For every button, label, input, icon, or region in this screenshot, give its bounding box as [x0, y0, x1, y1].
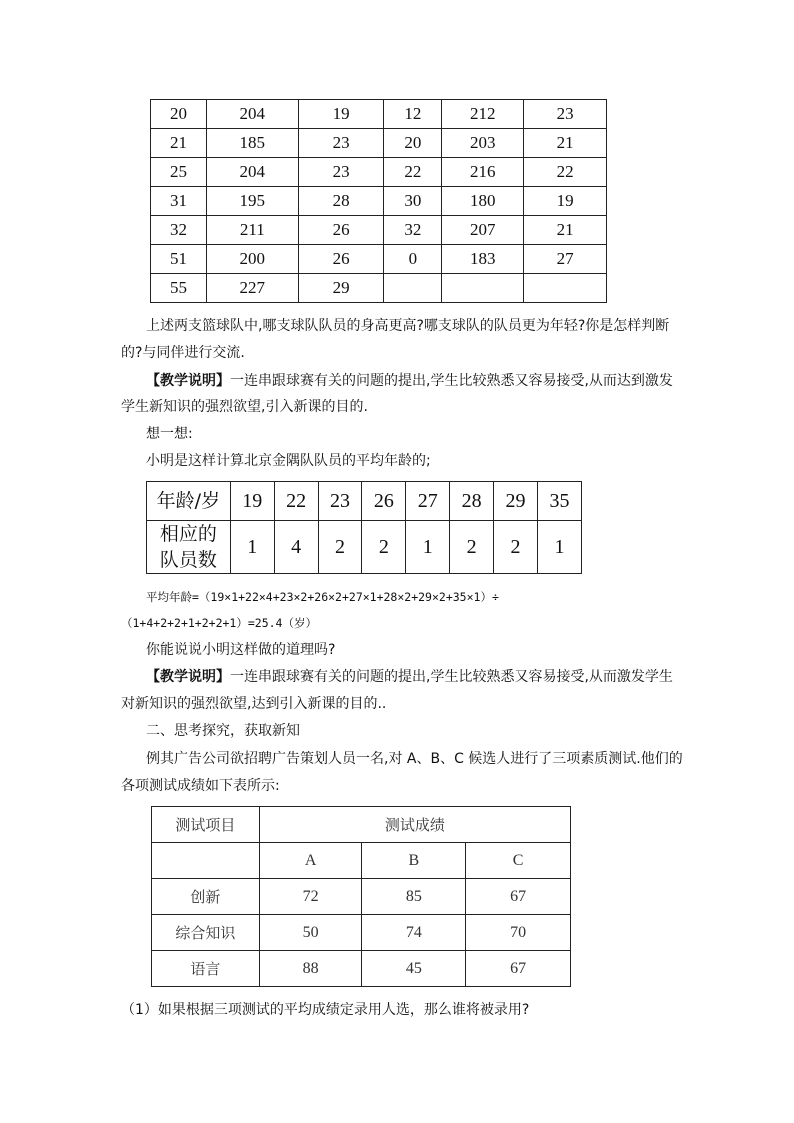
question-sentence: 你能说说小明这样做的道理吗? [146, 642, 336, 658]
table-cell: 203 [442, 129, 524, 158]
table-cell: 28 [298, 187, 384, 216]
age-cell: 19 [230, 482, 274, 521]
table-cell: 32 [384, 216, 442, 245]
table-cell: 207 [442, 216, 524, 245]
table-cell: 22 [524, 158, 607, 187]
question-1: （1）如果根据三项测试的平均成绩定录用人选，那么谁将被录用? [121, 1002, 530, 1018]
table-cell: 200 [206, 245, 298, 274]
test-item-name: 综合知识 [152, 915, 260, 951]
table-cell: 185 [206, 129, 298, 158]
table-cell: 20 [384, 129, 442, 158]
table-cell: 32 [151, 216, 207, 245]
table-row [151, 129, 607, 158]
question-paragraph-line1: 上述两支篮球队中,哪支球队队员的身高更高?哪支球队的队员更为年轻?你是怎样判断 [146, 318, 670, 334]
formula-line2: （1+4+2+2+1+2+2+1）=25.4（岁） [121, 616, 317, 630]
teaching-note-2 [146, 668, 673, 686]
age-count-table [146, 481, 582, 574]
table-cell [442, 274, 524, 303]
age-cell: 35 [537, 482, 581, 521]
table-cell: 19 [524, 187, 607, 216]
table-cell: 21 [151, 129, 207, 158]
example-line1: 例其广告公司欲招聘广告策划人员一名,对 A、B、C 候选人进行了三项素质测试.他们的 [146, 751, 683, 767]
age-header: 年龄/岁 [147, 482, 231, 521]
score-cell: 72 [259, 879, 362, 915]
xiaoming-sentence: 小明是这样计算北京金隅队队员的平均年龄的; [146, 453, 431, 469]
table-cell: 27 [524, 245, 607, 274]
teaching-note-text: 一连串跟球赛有关的问题的提出,学生比较熟悉又容易接受,从而激发学生 [230, 669, 673, 685]
table-cell: 12 [384, 100, 442, 129]
score-cell: 50 [259, 915, 362, 951]
score-cell: 85 [362, 879, 466, 915]
table-row [151, 158, 607, 187]
table-cell: 31 [151, 187, 207, 216]
table-cell: 23 [298, 158, 384, 187]
count-header [147, 521, 231, 574]
table-cell: 227 [206, 274, 298, 303]
table-row [152, 951, 571, 987]
candidate-header: B [362, 843, 466, 879]
score-cell: 74 [362, 915, 466, 951]
table-row [151, 216, 607, 245]
age-cell: 28 [450, 482, 494, 521]
test-item-name: 语言 [152, 951, 260, 987]
table-row [151, 100, 607, 129]
teaching-note-2-line2: 对新知识的强烈欲望,达到引入新课的目的.. [121, 696, 387, 712]
table-cell: 204 [206, 158, 298, 187]
count-cell: 2 [362, 521, 406, 574]
count-header-line2: 队员数 [159, 549, 217, 571]
think-heading: 想一想: [146, 426, 193, 442]
score-cell: 45 [362, 951, 466, 987]
table-row [152, 915, 571, 951]
candidate-header: C [466, 843, 571, 879]
table-cell [524, 274, 607, 303]
count-cell: 1 [406, 521, 450, 574]
team-data-table [150, 99, 607, 303]
test-item-name: 创新 [152, 879, 260, 915]
count-cell: 2 [450, 521, 494, 574]
test-score-header: 测试成绩 [259, 807, 570, 843]
table-row [152, 879, 571, 915]
table-cell: 19 [298, 100, 384, 129]
count-cell: 1 [537, 521, 581, 574]
table-cell: 195 [206, 187, 298, 216]
table-cell: 23 [524, 100, 607, 129]
table-cell: 204 [206, 100, 298, 129]
candidate-header: A [259, 843, 362, 879]
table-cell: 25 [151, 158, 207, 187]
test-item-header: 测试项目 [152, 807, 260, 843]
teaching-note-1 [146, 372, 673, 390]
teaching-note-tag: 【教学说明】 [146, 373, 230, 389]
age-cell: 26 [362, 482, 406, 521]
table-cell: 26 [298, 245, 384, 274]
count-cell: 1 [230, 521, 274, 574]
table-row [151, 274, 607, 303]
section-heading: 二、思考探究，获取新知 [146, 723, 300, 739]
score-cell: 67 [466, 879, 571, 915]
question-paragraph-line2: 的?与同伴进行交流. [121, 345, 245, 361]
table-cell: 22 [384, 158, 442, 187]
table-cell: 180 [442, 187, 524, 216]
teaching-note-1-line2: 学生新知识的强烈欲望,引入新课的目的. [121, 399, 368, 415]
table-cell: 21 [524, 129, 607, 158]
teaching-note-tag: 【教学说明】 [146, 669, 230, 685]
table-cell: 20 [151, 100, 207, 129]
score-cell: 70 [466, 915, 571, 951]
table-cell: 26 [298, 216, 384, 245]
score-cell: 88 [259, 951, 362, 987]
formula-line1: 平均年龄=（19×1+22×4+23×2+26×2+27×1+28×2+29×2+35×1）÷ [146, 590, 499, 604]
table-cell [384, 274, 442, 303]
teaching-note-text: 一连串跟球赛有关的问题的提出,学生比较熟悉又容易接受,从而达到激发 [230, 373, 673, 389]
table-cell: 23 [298, 129, 384, 158]
table-cell: 51 [151, 245, 207, 274]
table-cell: 183 [442, 245, 524, 274]
age-cell: 22 [274, 482, 318, 521]
age-cell: 29 [494, 482, 538, 521]
table-cell: 212 [442, 100, 524, 129]
age-cell: 23 [318, 482, 362, 521]
count-header-line1: 相应的 [159, 523, 217, 545]
table-row [151, 245, 607, 274]
table-cell: 30 [384, 187, 442, 216]
table-cell: 211 [206, 216, 298, 245]
table-row [151, 187, 607, 216]
table-cell: 0 [384, 245, 442, 274]
table-cell: 29 [298, 274, 384, 303]
score-cell: 67 [466, 951, 571, 987]
age-cell: 27 [406, 482, 450, 521]
table-cell: 21 [524, 216, 607, 245]
count-cell: 2 [318, 521, 362, 574]
table-cell: 216 [442, 158, 524, 187]
empty-cell [152, 843, 260, 879]
test-score-table [151, 806, 571, 987]
count-cell: 4 [274, 521, 318, 574]
example-line2: 各项测试成绩如下表所示: [121, 778, 280, 794]
table-cell: 55 [151, 274, 207, 303]
count-cell: 2 [494, 521, 538, 574]
